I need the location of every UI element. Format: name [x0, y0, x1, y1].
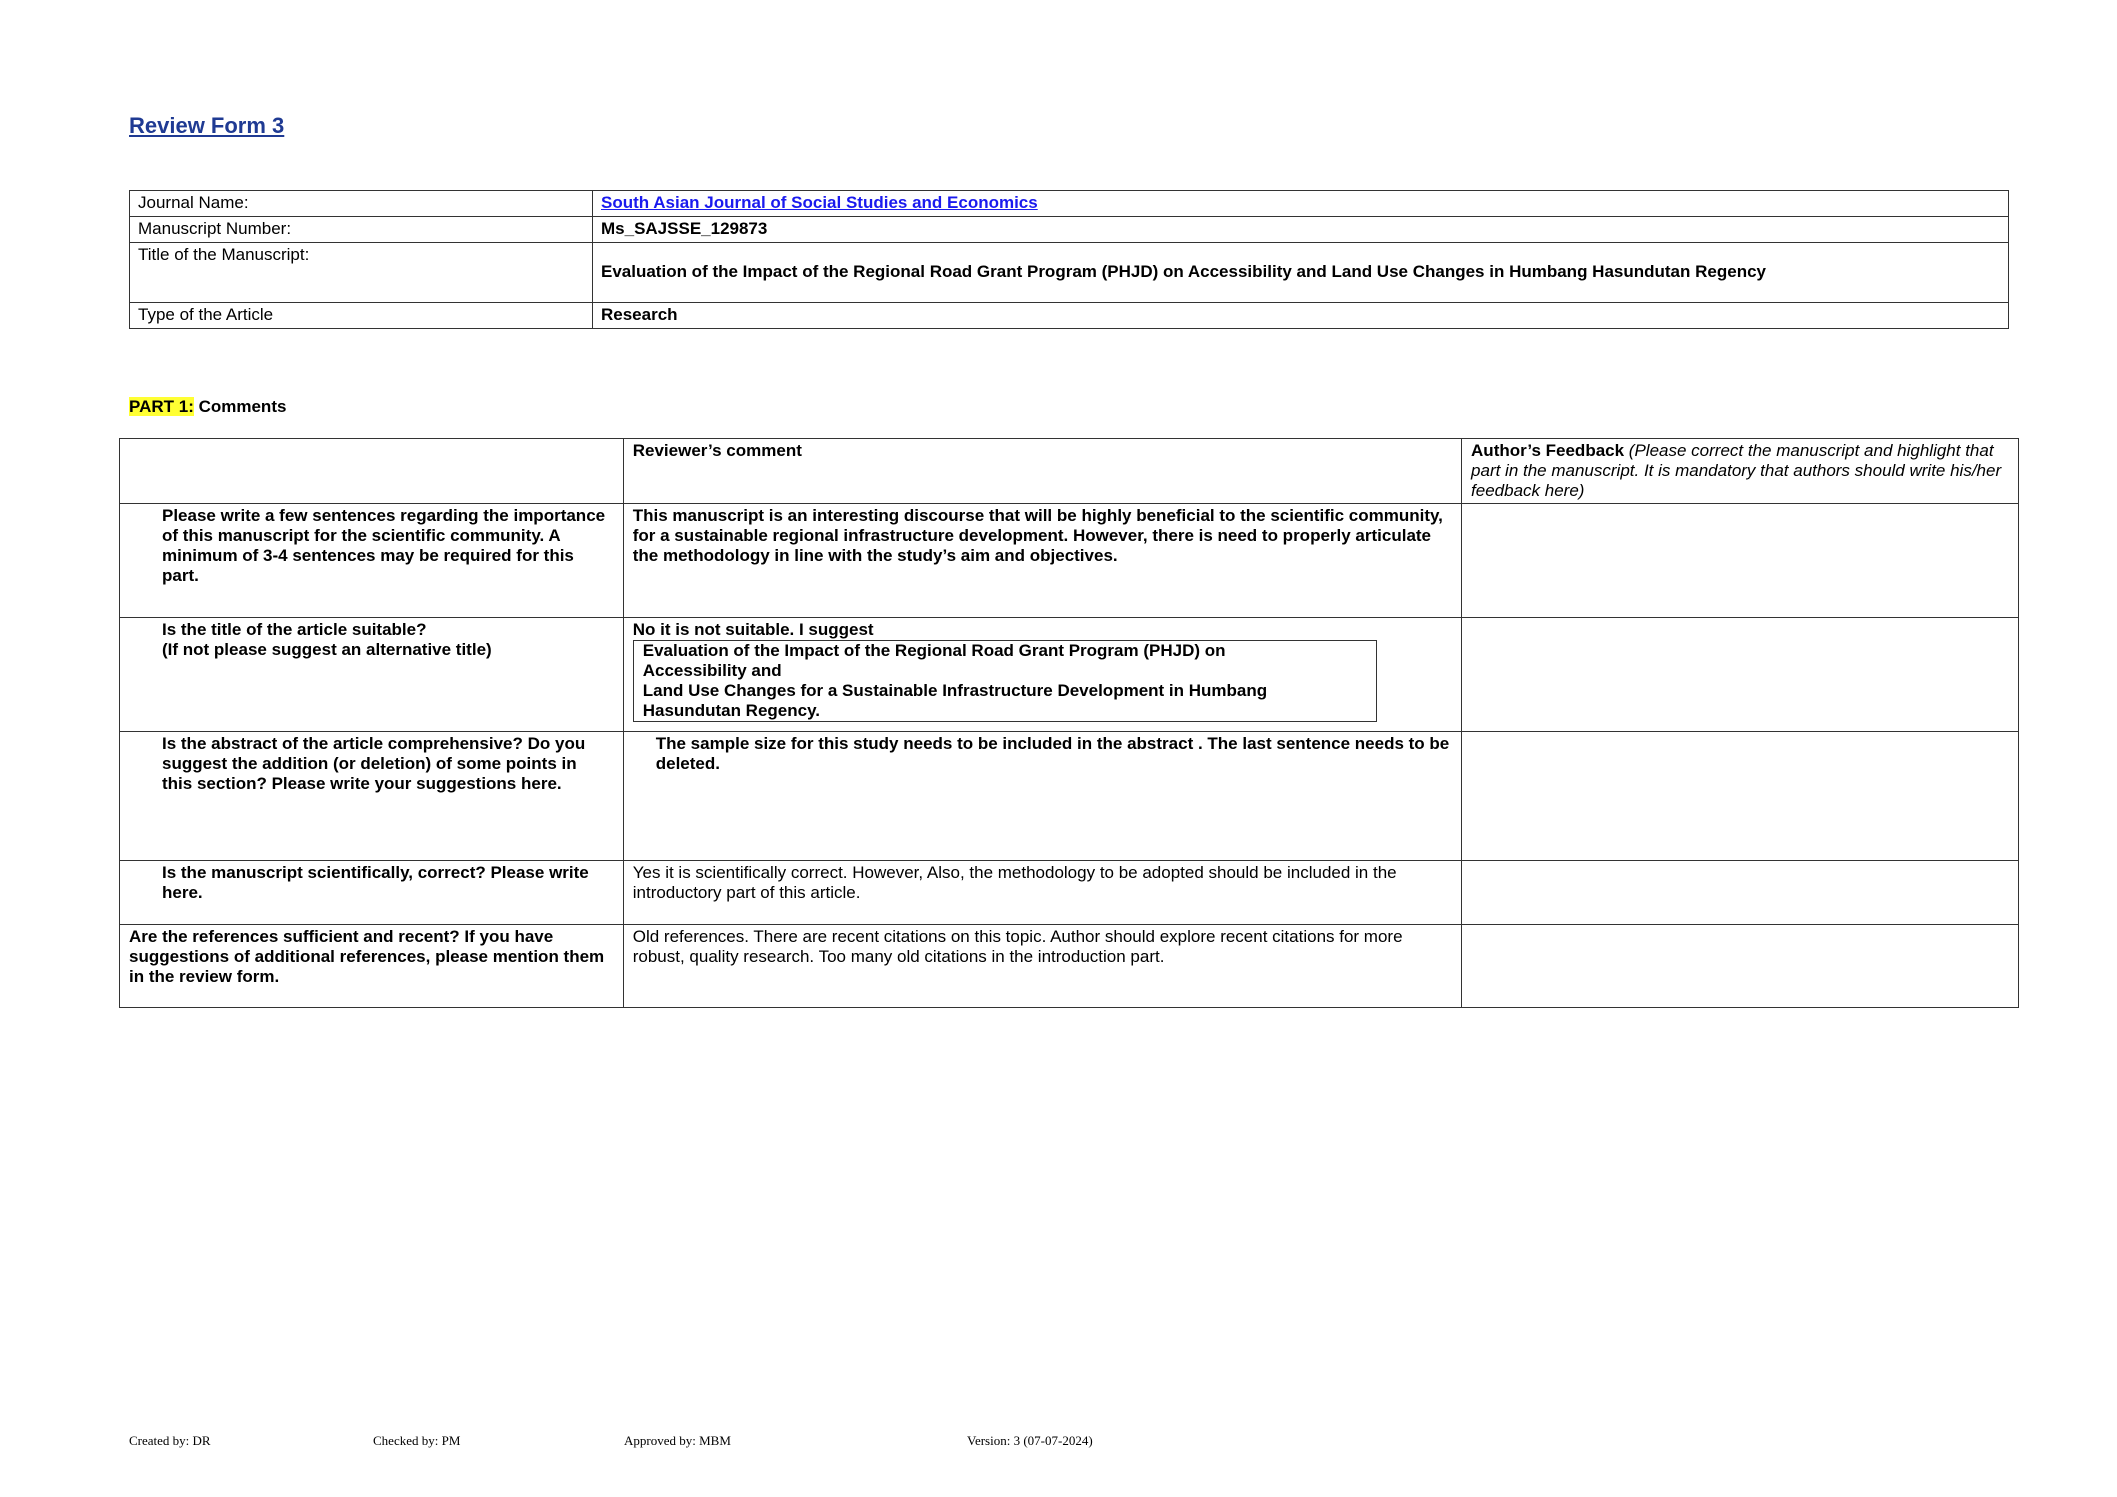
manuscript-title-value: Evaluation of the Impact of the Regional Road Grant Program (PHJD) on Accessibility and Land Use Changes in Humbang Hasundutan Regency — [593, 243, 2009, 303]
suggested-title-line: Hasundutan Regency. — [642, 701, 821, 720]
form-title: Review Form 3 — [129, 113, 285, 138]
comment-row-title — [120, 618, 2019, 732]
info-row-journal — [130, 191, 2009, 217]
comment-title-intro: No it is not suitable. I suggest — [632, 620, 874, 639]
suggested-title-line: Evaluation of the Impact of the Regional Road Grant Program (PHJD) on — [642, 641, 1226, 660]
comment-abstract: The sample size for this study needs to be included in the abstract . The last sentence needs to be deleted. — [655, 734, 1450, 773]
feedback-abstract[interactable] — [1462, 732, 2019, 861]
footer-checked-by: Checked by: PM — [373, 1433, 461, 1448]
footer-version: Version: 3 (07-07-2024) — [967, 1433, 1093, 1448]
journal-name-link[interactable]: South Asian Journal of Social Studies and Economics — [601, 193, 1038, 212]
header-empty-cell — [120, 439, 624, 504]
suggested-title-line: Accessibility and — [642, 661, 782, 680]
article-type-value: Research — [593, 303, 2009, 329]
journal-name-cell — [593, 191, 2009, 217]
question-importance: Please write a few sentences regarding the importance of this manuscript for the scientific community. A minimum of 3-4 sentences may be required for this part. — [120, 504, 624, 618]
comment-row-scientific — [120, 861, 2019, 925]
article-type-label: Type of the Article — [130, 303, 593, 329]
comments-header-row — [120, 439, 2019, 504]
manuscript-title-label: Title of the Manuscript: — [130, 243, 593, 303]
comment-importance: This manuscript is an interesting discourse that will be highly beneficial to the scientific community, for a sustainable regional infrastructure development. However, there is need to properly articulate the methodology in line with the study’s aim and objectives. — [623, 504, 1461, 618]
manuscript-number-label: Manuscript Number: — [130, 217, 593, 243]
comment-row-abstract — [120, 732, 2019, 861]
feedback-importance[interactable] — [1462, 504, 2019, 618]
footer-approved-by: Approved by: MBM — [624, 1433, 731, 1448]
reviewer-comment-header: Reviewer’s comment — [623, 439, 1461, 504]
feedback-title[interactable] — [1462, 618, 2019, 732]
question-abstract: Is the abstract of the article comprehensive? Do you suggest the addition (or deletion) of some points in this section? Please write your suggestions here. — [120, 732, 624, 861]
author-feedback-instructions: (Please correct the manuscript and highlight that part in the manuscript. It is mandatory that authors should write his/her feedback here) — [1471, 441, 2002, 500]
question-title-line1: Is the title of the article suitable? — [162, 620, 427, 639]
question-title-line2: (If not please suggest an alternative title) — [162, 640, 492, 659]
info-row-manuscript-number — [130, 217, 2009, 243]
question-title — [120, 618, 624, 732]
comment-title — [623, 618, 1461, 732]
comment-references: Old references. There are recent citations on this topic. Author should explore recent citations for more robust, quality research. Too many old citations in the introduction part. — [623, 925, 1461, 1008]
question-references: Are the references sufficient and recent? If you have suggestions of additional references, please mention them in the review form. — [120, 925, 624, 1008]
author-feedback-header — [1462, 439, 2019, 504]
feedback-scientific[interactable] — [1462, 861, 2019, 925]
manuscript-info-table — [129, 190, 2009, 329]
author-feedback-title: Author’s Feedback — [1471, 441, 1625, 460]
manuscript-number-value: Ms_SAJSSE_129873 — [593, 217, 2009, 243]
comment-row-importance — [120, 504, 2019, 618]
suggested-title-line: Land Use Changes for a Sustainable Infrastructure Development in Humbang — [642, 681, 1268, 700]
footer-created-by: Created by: DR — [129, 1433, 211, 1448]
feedback-references[interactable] — [1462, 925, 2019, 1008]
suggested-title-box — [633, 640, 1377, 722]
part1-title: Comments — [193, 397, 287, 416]
comment-abstract-cell — [623, 732, 1461, 861]
comments-table — [119, 438, 2019, 1008]
comment-scientific: Yes it is scientifically correct. However, Also, the methodology to be adopted should be included in the introductory part of this article. — [623, 861, 1461, 925]
info-row-type — [130, 303, 2009, 329]
comment-row-references — [120, 925, 2019, 1008]
part1-heading — [129, 397, 286, 417]
journal-name-label: Journal Name: — [130, 191, 593, 217]
question-scientific: Is the manuscript scientifically, correct? Please write here. — [120, 861, 624, 925]
part1-highlight: PART 1: — [129, 397, 194, 416]
info-row-title — [130, 243, 2009, 303]
